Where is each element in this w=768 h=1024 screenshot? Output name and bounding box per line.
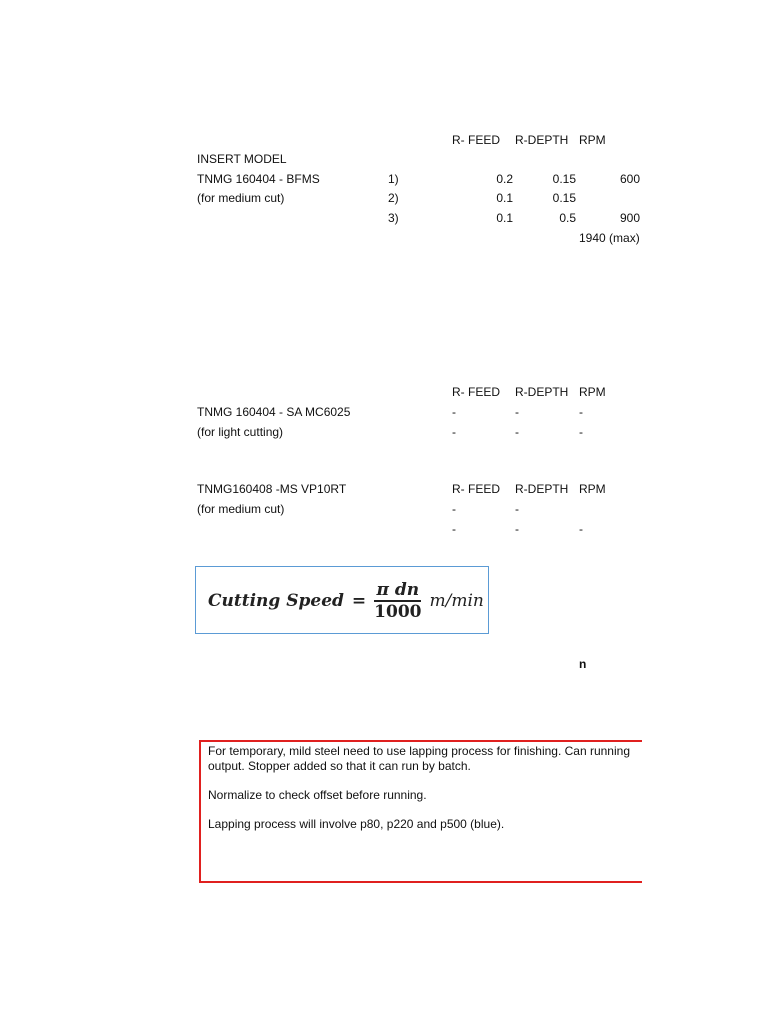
s1-header-feed: R- FEED: [452, 133, 500, 147]
s3-row-feed: -: [452, 502, 456, 516]
s1-row-feed: 0.2: [496, 172, 513, 186]
s1-row-num: 3): [388, 211, 399, 225]
insert-model-label: INSERT MODEL: [197, 152, 287, 166]
s3-row-rpm: -: [579, 522, 583, 536]
s2-model-name: TNMG 160404 - SA MC6025: [197, 405, 351, 419]
s3-header-depth: R-DEPTH: [515, 482, 569, 496]
formula-denominator: 1000: [374, 601, 422, 622]
s2-row-feed: -: [452, 405, 456, 419]
s2-header-depth: R-DEPTH: [515, 385, 569, 399]
cutting-speed-formula-box: [195, 566, 489, 634]
s3-header-feed: R- FEED: [452, 482, 500, 496]
note-line-1: For temporary, mild steel need to use lapping process for finishing. Can running: [208, 744, 630, 758]
process-note-box: [199, 740, 642, 883]
formula-lhs: Cutting Speed: [208, 590, 344, 611]
s2-header-rpm: RPM: [579, 385, 606, 399]
s2-row-feed: -: [452, 425, 456, 439]
n-label: n: [579, 657, 587, 671]
s2-row-rpm: -: [579, 425, 583, 439]
s1-model-name: TNMG 160404 - BFMS: [197, 172, 320, 186]
formula-equals: =: [351, 590, 367, 611]
s1-row-feed: 0.1: [496, 211, 513, 225]
s1-row-depth: 0.15: [552, 191, 576, 205]
s1-row-num: 2): [388, 191, 399, 205]
s2-row-depth: -: [515, 405, 519, 419]
s2-header-feed: R- FEED: [452, 385, 500, 399]
formula-unit: m/min: [429, 590, 484, 611]
s3-cut-type: (for medium cut): [197, 502, 285, 516]
cutting-speed-formula: [208, 580, 484, 622]
s1-row-depth: 0.5: [559, 211, 576, 225]
s2-cut-type: (for light cutting): [197, 425, 284, 439]
s3-row-depth: -: [515, 522, 519, 536]
s3-model-name: TNMG160408 -MS VP10RT: [197, 482, 347, 496]
s3-header-rpm: RPM: [579, 482, 606, 496]
s1-header-rpm: RPM: [579, 133, 606, 147]
s1-row-rpm: 600: [619, 172, 640, 186]
s2-row-rpm: -: [579, 405, 583, 419]
s3-row-feed: -: [452, 522, 456, 536]
s1-cut-type: (for medium cut): [197, 191, 285, 205]
s1-row-depth: 0.15: [552, 172, 576, 186]
s1-row-num: 1): [388, 172, 399, 186]
s1-row-rpm: 900: [619, 211, 640, 225]
note-line-4: Lapping process will involve p80, p220 and p500 (blue).: [208, 817, 505, 831]
s1-header-depth: R-DEPTH: [515, 133, 569, 147]
s1-max-rpm-note: 1940 (max): [579, 231, 640, 245]
s2-row-depth: -: [515, 425, 519, 439]
s3-row-depth: -: [515, 502, 519, 516]
note-line-3: Normalize to check offset before running.: [208, 788, 427, 802]
formula-numerator: π dn: [376, 580, 420, 600]
s1-row-feed: 0.1: [496, 191, 513, 205]
formula-fraction: [374, 580, 421, 622]
note-line-2: output. Stopper added so that it can run by batch.: [208, 759, 471, 773]
